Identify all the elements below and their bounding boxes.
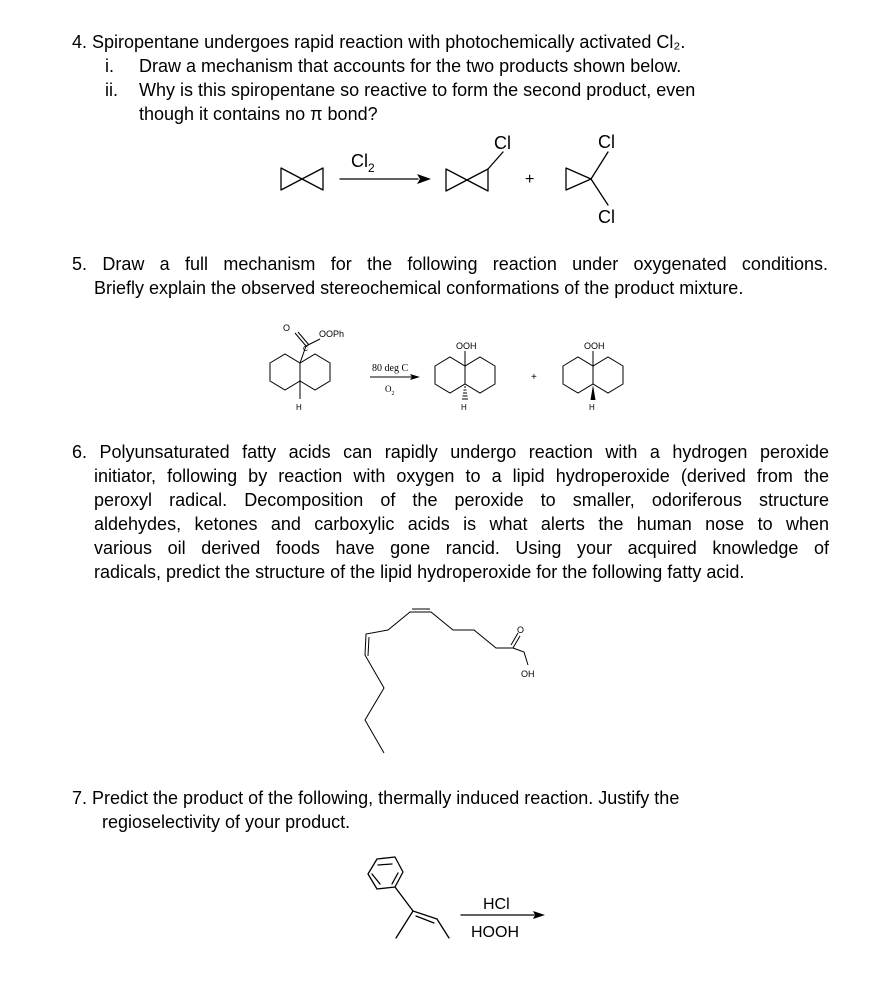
question-6-line-6: radicals, predict the structure of the lipid hydroperoxide for the following fatty acid. <box>94 562 745 582</box>
question-7-prompt-line-2: regioselectivity of your product. <box>102 812 351 832</box>
reaction-arrow-q5 <box>370 363 420 397</box>
plus-sign-q4: + <box>525 171 535 188</box>
reagent-hooh: HOOH <box>471 924 519 941</box>
sm-perester-label: OOPh <box>319 329 345 339</box>
sm-carbon-label: C <box>303 346 309 353</box>
linoleic-acid-structure <box>365 609 535 753</box>
reaction-arrow-q7 <box>461 896 545 941</box>
product-2-hydrogen-label: H <box>589 403 595 412</box>
question-7-prompt-line-1: 7. Predict the product of the following, thermally induced reaction. Justify the <box>72 788 680 808</box>
hydroperoxide-product-2 <box>563 341 623 412</box>
part-ii-text: Why is this spiropentane so reactive to form the second product, even <box>139 80 696 100</box>
reaction-arrow-q4 <box>340 174 431 184</box>
question-5-prompt-line-1: 5. Draw a full mechanism for the following reaction under oxygenated conditions. <box>72 254 828 274</box>
plus-sign-q5: + <box>531 372 537 383</box>
phenyl-alkene-reactant <box>368 857 449 938</box>
part-ii-number: ii. <box>105 80 118 100</box>
question-6-line-3: peroxyl radical. Decomposition of the peroxide to smaller, odoriferous structure <box>94 490 829 510</box>
question-6-line-2: initiator, following by reaction with oxygen to a lipid hydroperoxide (derived from the <box>94 466 829 486</box>
chlorine-reagent <box>351 151 375 175</box>
part-i-text: Draw a mechanism that accounts for the two products shown below. <box>139 56 682 76</box>
product-2-hydroperoxy-label: OOH <box>584 341 605 351</box>
chlorospiropentane-product <box>446 133 511 191</box>
question-4-prompt: 4. Spiropentane undergoes rapid reaction with photochemically activated Cl₂. <box>72 32 686 52</box>
product-1-hydrogen-label: H <box>461 403 467 412</box>
reagent-oxygen: $O_2$ <box>385 384 395 397</box>
acid-hydroxyl-label: OH <box>521 669 535 679</box>
question-6-line-5: various oil derived foods have gone rancid. Using your acquired knowledge of <box>94 538 829 558</box>
reagent-temperature: 80 deg C <box>372 363 409 374</box>
acid-carbonyl-oxygen: O <box>517 625 525 635</box>
product-1-hydroperoxy-label: OOH <box>456 341 477 351</box>
question-6-line-1: 6. Polyunsaturated fatty acids can rapidly undergo reaction with a hydrogen peroxide <box>72 442 829 462</box>
dichloride-product <box>566 132 615 227</box>
question-4-part-ii-continued: though it contains no π bond? <box>139 104 378 124</box>
sm-carbonyl-oxygen: O <box>283 323 291 333</box>
perester-starting-material <box>270 323 344 412</box>
spiropentane-reactant <box>281 168 323 190</box>
part-i-number: i. <box>105 56 114 76</box>
sm-hydrogen-label: H <box>296 403 302 412</box>
product-2-chlorine-top: Cl <box>598 132 615 152</box>
product-1-chlorine: Cl <box>494 133 511 153</box>
product-2-chlorine-bottom: Cl <box>598 207 615 227</box>
reagent-hcl: HCl <box>483 896 510 913</box>
chlorine-reagent-label: $Cl_2$ <box>351 151 375 175</box>
question-5-prompt-line-2: Briefly explain the observed stereochemical conformations of the product mixture. <box>94 278 744 298</box>
hydroperoxide-product-1 <box>435 341 495 412</box>
question-6-line-4: aldehydes, ketones and carboxylic acids is what alerts the human nose to when <box>94 514 829 534</box>
